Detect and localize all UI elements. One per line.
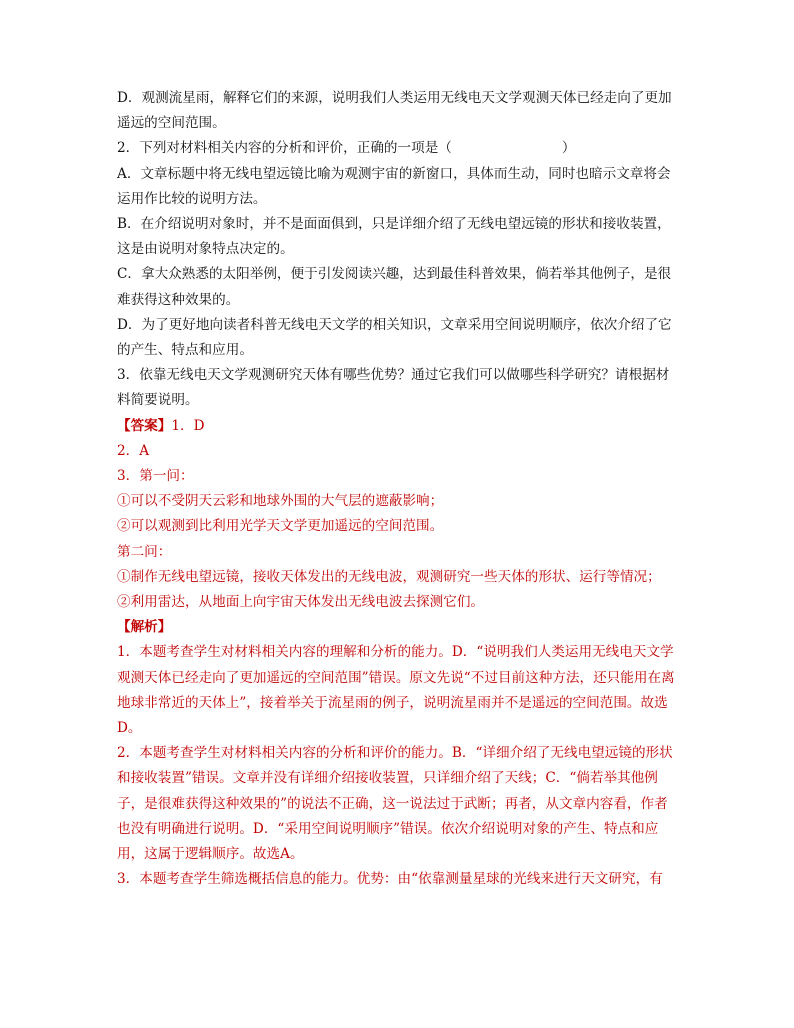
- answer-1: 1．D: [171, 417, 205, 434]
- question2-option-a: A．文章标题中将无线电望远镜比喻为观测宇宙的新窗口，具体而生动，同时也暗示文章将会运用作比较的说明方法。: [117, 165, 671, 207]
- answer-2: 2．A: [117, 442, 150, 459]
- question2-option-d: D．为了更好地向读者科普无线电天文学的相关知识，文章采用空间说明顺序，依次介绍了它的产生、特点和应用。: [117, 316, 672, 359]
- analysis-label: 【解析】: [117, 619, 172, 636]
- answer-3-q2-point2: ②利用雷达，从地面上向宇宙天体发出无线电波去探测它们。: [117, 594, 485, 611]
- question3: 3．依靠无线电天文学观测研究天体有哪些优势？通过它我们可以做哪些科学研究？请根据材料简要说明。: [117, 367, 670, 409]
- analysis-item-1: 1．本题考查学生对材料相关内容的理解和分析的能力。D．“说明我们人类运用无线电天文学观测天体已经走向了更加遥远的空间范围”错误。原文先说“不过目前这种方法，还只能用在离地球非常近的天体上”，接着举关于流星雨的例子，说明流星雨并不是遥远的空间范围。故选D。: [117, 644, 675, 737]
- answer-3-head: 3．第一问：: [117, 468, 194, 485]
- question2-stem-text: 2．下列对材料相关内容的分析和评价，正确的一项是（: [117, 140, 452, 157]
- question2-stem: [117, 136, 677, 161]
- answer-3-q1-point1: ①可以不受阴天云彩和地球外围的大气层的遮蔽影响；: [117, 493, 444, 510]
- analysis-item-2: 2．本题考查学生对材料相关内容的分析和评价的能力。B．“详细介绍了无线电望远镜的形状和接收装置”错误。文章并没有详细介绍接收装置，只详细介绍了天线；C．“倘若举其他例子，是很难获得这种效果的”的说法不正确，这一说法过于武断；再者，从文章内容看，作者也没有明确进行说明。D．“采用空间说明顺序”错误。依次介绍说明对象的产生、特点和应用，这属于逻辑顺序。故选A。: [117, 745, 673, 863]
- answer-3-q2-point1: ①制作无线电望远镜，接收天体发出的无线电波，观测研究一些天体的形状、运行等情况；: [117, 568, 661, 585]
- answer-label: 【答案】: [117, 417, 172, 434]
- question2-option-c: C．拿大众熟悉的太阳举例，便于引发阅读兴趣，达到最佳科普效果，倘若举其他例子，是很难获得这种效果的。: [117, 266, 672, 308]
- question2-stem-close: ）: [561, 140, 576, 157]
- document-page: [117, 86, 677, 893]
- answer-line-1: [117, 414, 677, 439]
- answer-3-q2-head: 第二问：: [117, 543, 172, 560]
- answer-3-q1-point2: ②可以观测到比利用光学天文学更加遥远的空间范围。: [117, 518, 444, 535]
- question1-option-d: D．观测流星雨，解释它们的来源，说明我们人类运用无线电天文学观测天体已经走向了更加遥远的空间范围。: [117, 90, 672, 132]
- question2-option-b: B．在介绍说明对象时，并不是面面俱到，只是详细介绍了无线电望远镜的形状和接收装置，这是由说明对象特点决定的。: [117, 216, 671, 258]
- analysis-item-3: 3．本题考查学生筛选概括信息的能力。优势：由“依靠测量星球的光线来进行天文研究，有: [117, 871, 663, 888]
